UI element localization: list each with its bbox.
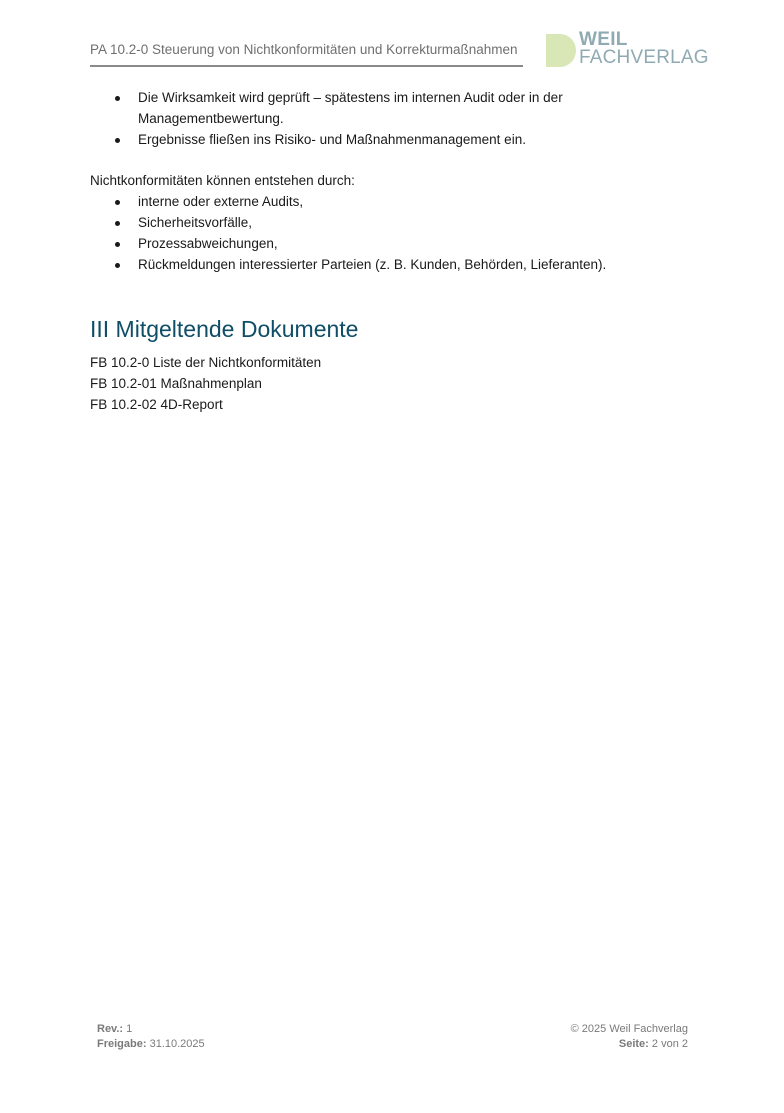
document-header-title: PA 10.2-0 Steuerung von Nichtkonformitäten und Korrekturmaßnahmen: [90, 42, 518, 57]
document-reference: FB 10.2-01 Maßnahmenplan: [90, 376, 262, 392]
list-item: Ergebnisse fließen ins Risiko- und Maßnahmenmanagement ein.: [90, 130, 710, 151]
header-divider: [90, 65, 523, 67]
document-reference: FB 10.2-0 Liste der Nichtkonformitäten: [90, 355, 322, 371]
intro-text: Nichtkonformitäten können entstehen durch:: [90, 173, 355, 189]
footer-revision-block: [97, 1022, 205, 1051]
list-item: Prozessabweichungen,: [90, 234, 710, 255]
section-heading: III Mitgeltende Dokumente: [90, 316, 359, 343]
footer-copyright: © 2025 Weil Fachverlag: [570, 1023, 688, 1035]
list-item: Sicherheitsvorfälle,: [90, 213, 710, 234]
rev-label: Rev.:: [97, 1023, 124, 1035]
bullet-list-top: [90, 88, 710, 150]
release-value: 31.10.2025: [149, 1037, 205, 1050]
document-body: [90, 88, 710, 416]
logo-d-mark-icon: [546, 34, 578, 67]
weil-fachverlag-logo: [546, 29, 716, 71]
footer-publisher-block: [571, 1022, 688, 1051]
footer-revision: [97, 1022, 205, 1037]
logo-wordmark: [579, 31, 709, 67]
logo-line-2: FACHVERLAG: [579, 47, 709, 68]
footer-page-number: [571, 1037, 688, 1052]
footer-release: [97, 1037, 205, 1052]
list-item: Die Wirksamkeit wird geprüft – spätestens im internen Audit oder in der Managementbewertung.: [90, 88, 710, 130]
documents-list: [90, 353, 710, 415]
page-value: 2 von 2: [651, 1037, 688, 1050]
list-item: Rückmeldungen interessierter Parteien (z. B. Kunden, Behörden, Lieferanten).: [90, 255, 710, 276]
list-item: interne oder externe Audits,: [90, 192, 710, 213]
document-reference: FB 10.2-02 4D-Report: [90, 396, 223, 412]
bullet-list-sources: [90, 192, 710, 275]
rev-value: 1: [126, 1023, 133, 1035]
page-label: Seite:: [618, 1037, 649, 1050]
release-label: Freigabe:: [97, 1037, 147, 1050]
logo-line-1: WEIL: [579, 29, 628, 50]
